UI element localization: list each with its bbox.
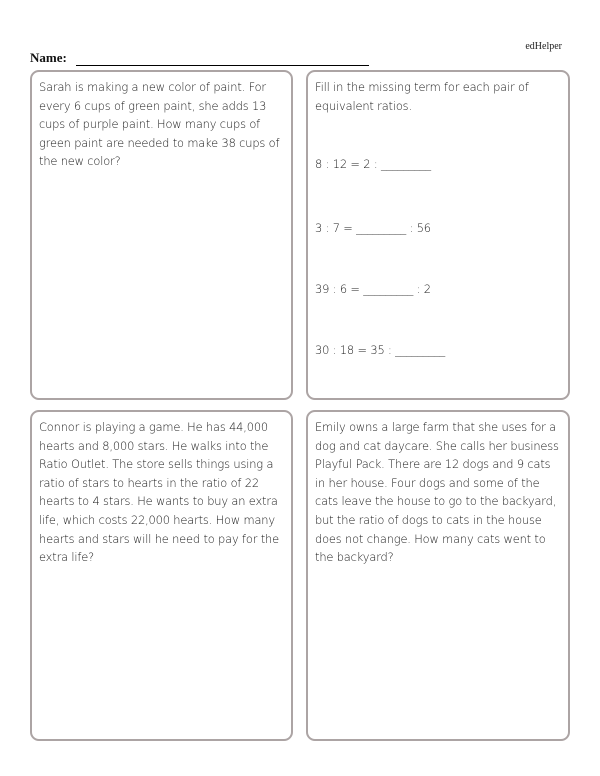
problem-instructions: Fill in the missing term for each pair of equivalent ratios. — [315, 80, 529, 113]
problem-text: Connor is playing a game. He has 44,000 hearts and 8,000 stars. He walks into the Ratio Outlet. The store sells things using a ratio of stars to hearts in the ratio of 22 hearts to 4 stars. He wants to buy an extra life, which costs 22,000 hearts. How many hearts and stars will he need to pay for the extra life? — [39, 420, 279, 565]
name-field — [30, 50, 369, 66]
name-blank-line[interactable] — [76, 53, 369, 66]
name-label: Name: — [30, 50, 67, 65]
ratio-item: 39 : 6 = _________ : 2 — [315, 282, 431, 296]
problem-text: Sarah is making a new color of paint. For every 6 cups of green paint, she adds 13 cups of purple paint. How many cups of green paint are needed to make 38 cups of the new color? — [39, 80, 280, 169]
problem-box-game — [30, 410, 293, 741]
problem-box-farm — [306, 410, 570, 741]
brand-label: edHelper — [525, 41, 562, 52]
problem-box-paint — [30, 70, 293, 400]
ratio-item: 8 : 12 = 2 : _________ — [315, 157, 431, 171]
ratio-item: 30 : 18 = 35 : _________ — [315, 343, 446, 357]
problem-text: Emily owns a large farm that she uses for a dog and cat daycare. She calls her business Playful Pack. There are 12 dogs and 9 cats in her house. Four dogs and some of the cats leave the house to go to the backyard, but the ratio of dogs to cats in the house does not change. How many cats went to the backyard? — [315, 420, 559, 565]
ratio-item: 3 : 7 = _________ : 56 — [315, 221, 431, 235]
problem-box-equivalent-ratios — [306, 70, 570, 400]
